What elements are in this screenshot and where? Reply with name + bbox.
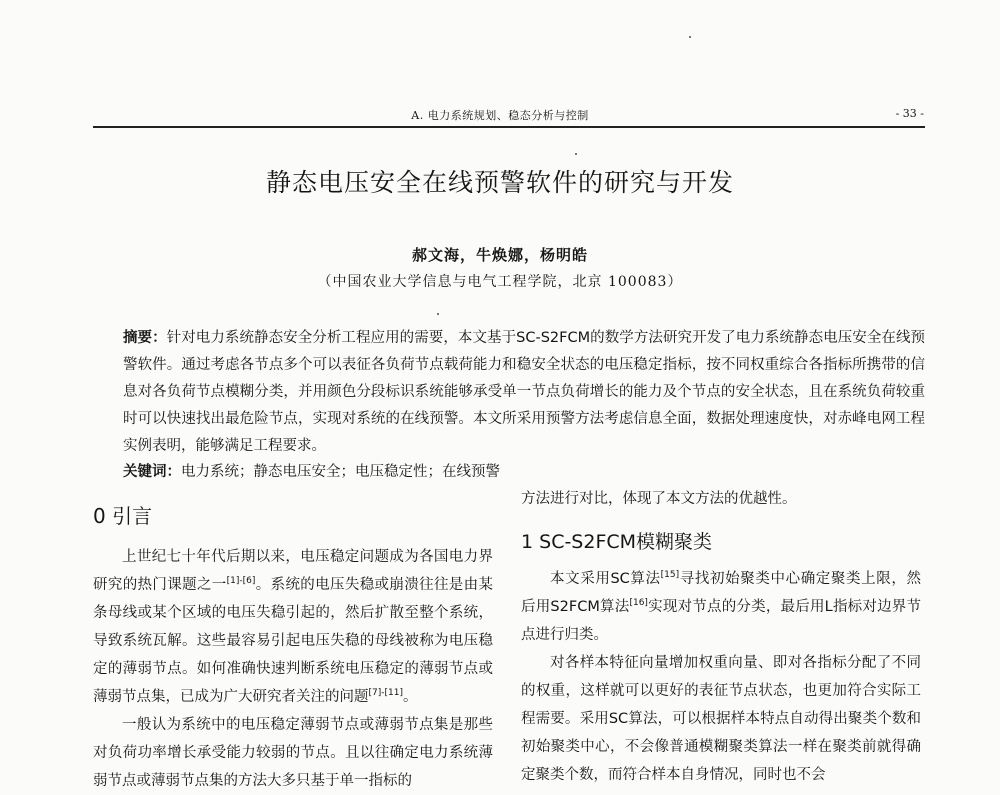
running-header: A. 电力系统规划、稳态分析与控制 (411, 109, 589, 122)
citation: [15] (660, 570, 680, 581)
paragraph: 对各样本特征向量增加权重向量、即对各指标分配了不同的权重，这样就可以更好的表征节点状态，也更加符合实际工程需要。采用SC算法，可以根据样本特点自动得出聚类个数和初始聚类中心，不会像普通模糊聚类算法一样在聚类前就得确定聚类个数，而符合样本自身情况，同时也不会 (521, 655, 921, 783)
right-column-continuation: 方法进行对比，体现了本文方法的优越性。 (521, 491, 797, 507)
left-column (93, 543, 493, 795)
keywords-label: 关键词： (123, 464, 181, 480)
keywords (123, 460, 500, 481)
citation: [16] (629, 598, 648, 609)
abstract-label: 摘要： (123, 330, 167, 346)
keywords-text: 电力系统；静态电压安全；电压稳定性；在线预警 (181, 464, 500, 480)
header-rule (93, 126, 925, 128)
paragraph: 上世纪七十年代后期以来，电压稳定问题成为各国电力界研究的热门课题之一[1]-[6]。系统的电压失稳或崩溃往往是由某条母线或某个区域的电压失稳引起的，然后扩散至整个系统，导致系统瓦解。这些最容易引起电压失稳的母线被称为电压稳定的薄弱节点。如何准确快速判断系统电压稳定的薄弱节点或薄弱节点集，已成为广大研究者关注的问题[7]-[11]。 (93, 549, 494, 705)
abstract (93, 325, 925, 460)
right-column (521, 565, 921, 789)
paper-title: 静态电压安全在线预警软件的研究与开发 (265, 168, 734, 197)
citation: [7]-[11] (368, 688, 403, 699)
affiliation: （中国农业大学信息与电气工程学院，北京 100083） (317, 274, 683, 290)
paragraph: 本文采用SC算法[15]寻找初始聚类中心确定聚类上限，然后用S2FCM算法[16]实现对节点的分类，最后用L指标对边界节点进行归类。 (521, 570, 922, 643)
section-heading-intro: 0 引言 (93, 504, 153, 528)
section-heading-method: 1 SC-S2FCM模糊聚类 (521, 531, 713, 553)
authors: 郝文海，牛焕娜，杨明皓 (411, 246, 588, 264)
citation: [1]-[6] (226, 576, 256, 587)
scan-speck (437, 313, 439, 315)
scan-speck (689, 36, 691, 38)
scan-speck (575, 153, 577, 155)
page-number: - 33 - (895, 107, 924, 120)
abstract-text: 针对电力系统静态安全分析工程应用的需要，本文基于SC-S2FCM的数学方法研究开发了电力系统静态电压安全在线预警软件。通过考虑各节点多个可以表征各负荷节点载荷能力和稳安全状态的电压稳定指标，按不同权重综合各指标所携带的信息对各负荷节点模糊分类，并用颜色分段标识系统能够承受单一节点负荷增长的能力及个节点的安全状态，且在系统负荷较重时可以快速找出最危险节点，实现对系统的在线预警。本文所采用预警方法考虑信息全面，数据处理速度快，对赤峰电网工程实例表明，能够满足工程要求。 (123, 330, 925, 454)
paragraph: 一般认为系统中的电压稳定薄弱节点或薄弱节点集是那些对负荷功率增长承受能力较弱的节点。且以往确定电力系统薄弱节点或薄弱节点集的方法大多只基于单一指标的 (93, 717, 493, 789)
